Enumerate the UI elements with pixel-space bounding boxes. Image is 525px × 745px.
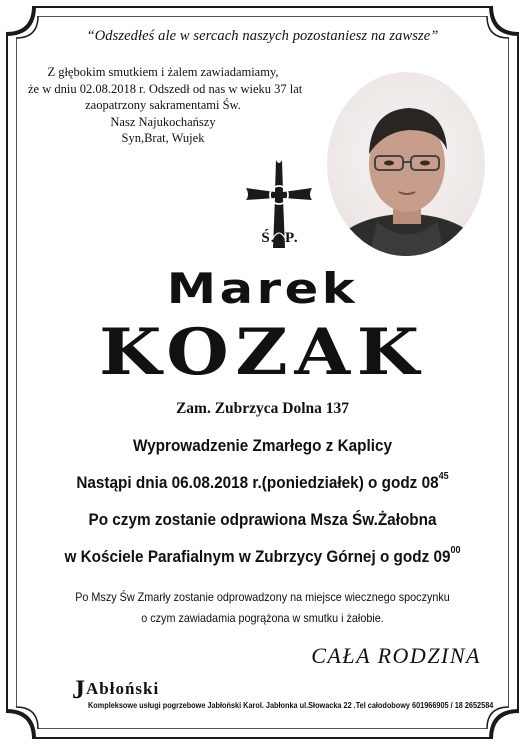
funeral-home-name: [72, 675, 502, 704]
family-signature: CAŁA RODZINA: [311, 643, 481, 668]
announcement-line: Syn,Brat, Wujek: [121, 131, 205, 145]
announcement-text: [28, 64, 303, 147]
first-name: Marek: [166, 264, 359, 313]
ceremony-time-minutes: 45: [438, 471, 449, 482]
funeral-home-name-text: Abłoński: [86, 679, 160, 698]
announcement-line: Z głębokim smutkiem i żalem zawiadamiamy,: [47, 65, 279, 79]
burial-line: Po Mszy Św Zmarły zostanie odprowadzony na miejsce wiecznego spoczynku: [75, 590, 450, 604]
funeral-home-initial: J: [72, 675, 86, 704]
mass-time-text: w Kościele Parafialnym w Zubrzycy Górnej o godz 09: [64, 547, 451, 566]
mass-time-minutes: 00: [450, 545, 461, 556]
ceremony-line: [44, 473, 481, 493]
last-name: KOZAK: [99, 315, 426, 390]
ceremony-line: Wyprowadzenie Zmarłego z Kaplicy: [132, 436, 393, 455]
deceased-portrait: [327, 72, 485, 256]
memorial-quote: “Odszedłeś ale w sercach naszych pozostaniesz na zawsze”: [86, 28, 439, 44]
ceremony-line: [44, 547, 481, 567]
ceremony-line: Po czym zostanie odprawiona Msza Św.Żałobna: [88, 510, 437, 529]
burial-line: o czym zawiadamia pogrążona w smutku i żałobie.: [141, 611, 384, 625]
ceremony-time-text: Nastąpi dnia 06.08.2018 r.(poniedziałek) o godz 08: [76, 473, 439, 492]
address: Zam. Zubrzyca Dolna 137: [175, 400, 350, 417]
announcement-line: że w dniu 02.08.2018 r. Odszedł od nas w wieku 37 lat: [28, 81, 303, 96]
sp-abbreviation: Ś.+P.: [261, 230, 299, 246]
funeral-home-details: Kompleksowe usługi pogrzebowe Jabłoński Karol. Jabłonka ul.Słowacka 22 .Tel całodobowy 601966905 / 18 2652584: [88, 700, 494, 710]
announcement-line: zaopatrzony sakramentami Św.: [85, 98, 241, 112]
funeral-home-footer: [72, 675, 502, 711]
announcement-line: Nasz Najukochańszy: [110, 114, 216, 129]
